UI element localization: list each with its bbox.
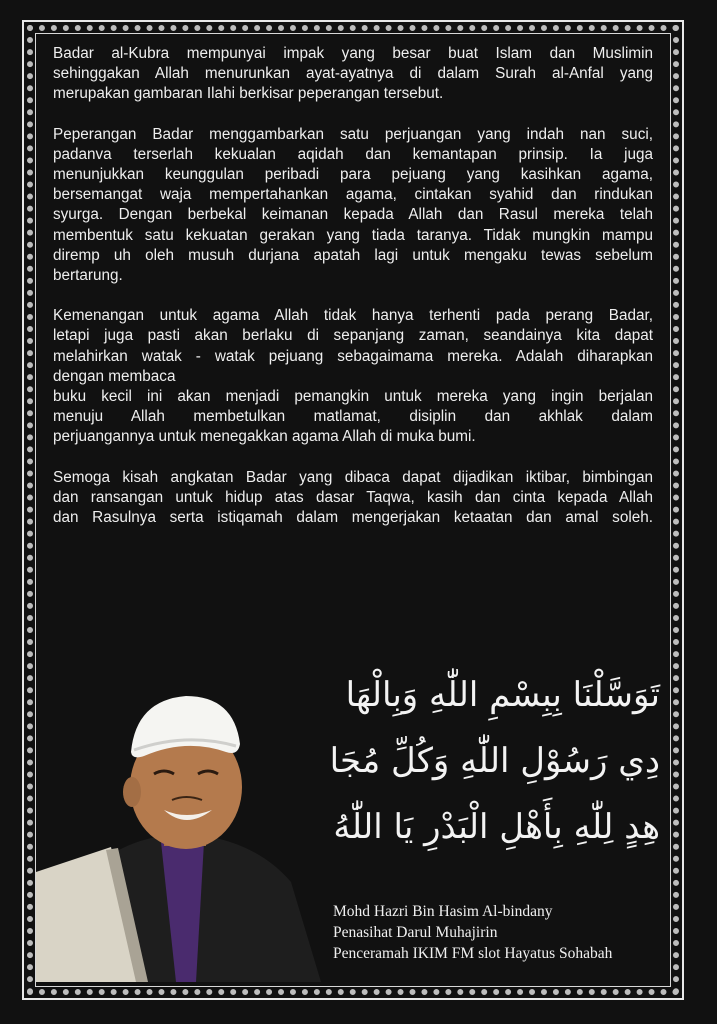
text-line: merupakan gambaran Ilahi berkisar peperangan tersebut. bbox=[53, 85, 444, 103]
paragraph-4 bbox=[53, 468, 653, 529]
text-line: letapi juga pasti akan berlaku di sepanjang zaman, seandainya kita dapat bbox=[53, 327, 653, 345]
text-line: menunjukkan keunggulan peribadi para pejuang yang kasihkan agama, bbox=[53, 166, 653, 184]
author-credits bbox=[333, 901, 663, 964]
text-line: bertarung. bbox=[53, 267, 123, 285]
body-text bbox=[53, 44, 653, 548]
text-line: syurga. Dengan berbekal keimanan kepada Allah dan Rasul mereka telah bbox=[53, 206, 653, 224]
text-line: diremp uh oleh musuh durjana apatah lagi untuk mengaku tewas sebelum bbox=[53, 246, 653, 264]
paragraph-1 bbox=[53, 44, 653, 105]
author-program: Penceramah IKIM FM slot Hayatus Sohabah bbox=[333, 945, 613, 962]
text-line: Badar al-Kubra mempunyai impak yang besar buat Islam dan Muslimin bbox=[53, 45, 653, 62]
text-line: melahirkan watak - watak pejuang sebagaimama mereka. Adalah diharapkan bbox=[53, 347, 653, 365]
arabic-verse-line: تَوَسَّلْنَا بِبِسْمِ اللّٰهِ وَبِالْهَا bbox=[345, 675, 660, 715]
text-line: padanva terserlah kekualan aqidah dan kemantapan prinsip. Ia juga bbox=[53, 145, 653, 163]
text-line: dan ransangan untuk hidup atas dasar Taqwa, kasih dan cinta kepada Allah bbox=[53, 488, 653, 506]
text-line: sehinggakan Allah menurunkan ayat-ayatnya di dalam Surah al-Anfal yang bbox=[53, 65, 653, 83]
text-line: menuju Allah membetulkan matlamat, disiplin dan akhlak dalam bbox=[53, 408, 653, 426]
arabic-verse-line: هِدٍ لِلّٰهِ بِأَهْلِ الْبَدْرِ يَا اللّٰهُ bbox=[333, 807, 660, 847]
text-line: membentuk satu kekuatan gerakan yang tiada taranya. Tidak mungkin mampu bbox=[53, 226, 653, 244]
text-line: Semoga kisah angkatan Badar yang dibaca dapat dijadikan iktibar, bimbingan bbox=[53, 468, 653, 486]
paragraph-3 bbox=[53, 306, 653, 447]
arabic-verse bbox=[290, 662, 660, 860]
portrait-illustration bbox=[36, 682, 336, 982]
author-role: Penasihat Darul Muhajirin bbox=[333, 924, 498, 941]
text-line: Kemenangan untuk agama Allah tidak hanya terhenti pada perang Badar, bbox=[53, 307, 653, 325]
arabic-verse-line: دِي رَسُوْلِ اللّٰهِ وَكُلِّ مُجَا bbox=[329, 741, 660, 781]
text-line: perjuangannya untuk menegakkan agama Allah di muka bumi. bbox=[53, 428, 476, 446]
text-line: Peperangan Badar menggambarkan satu perjuangan yang indah nan suci, bbox=[53, 125, 653, 143]
author-name: Mohd Hazri Bin Hasim Al-bindany bbox=[333, 903, 553, 920]
text-line: buku kecil ini akan menjadi pemangkin untuk mereka yang ingin berjalan bbox=[53, 388, 653, 406]
author-portrait bbox=[36, 682, 336, 982]
paragraph-2 bbox=[53, 125, 653, 287]
text-line: dengan membaca bbox=[53, 367, 176, 385]
text-line: dan Rasulnya serta istiqamah dalam mengerjakan ketaatan dan amal soleh. bbox=[53, 509, 653, 527]
text-line: bersemangat waja mempertahankan agama, cintakan syahid dan rindukan bbox=[53, 186, 653, 204]
